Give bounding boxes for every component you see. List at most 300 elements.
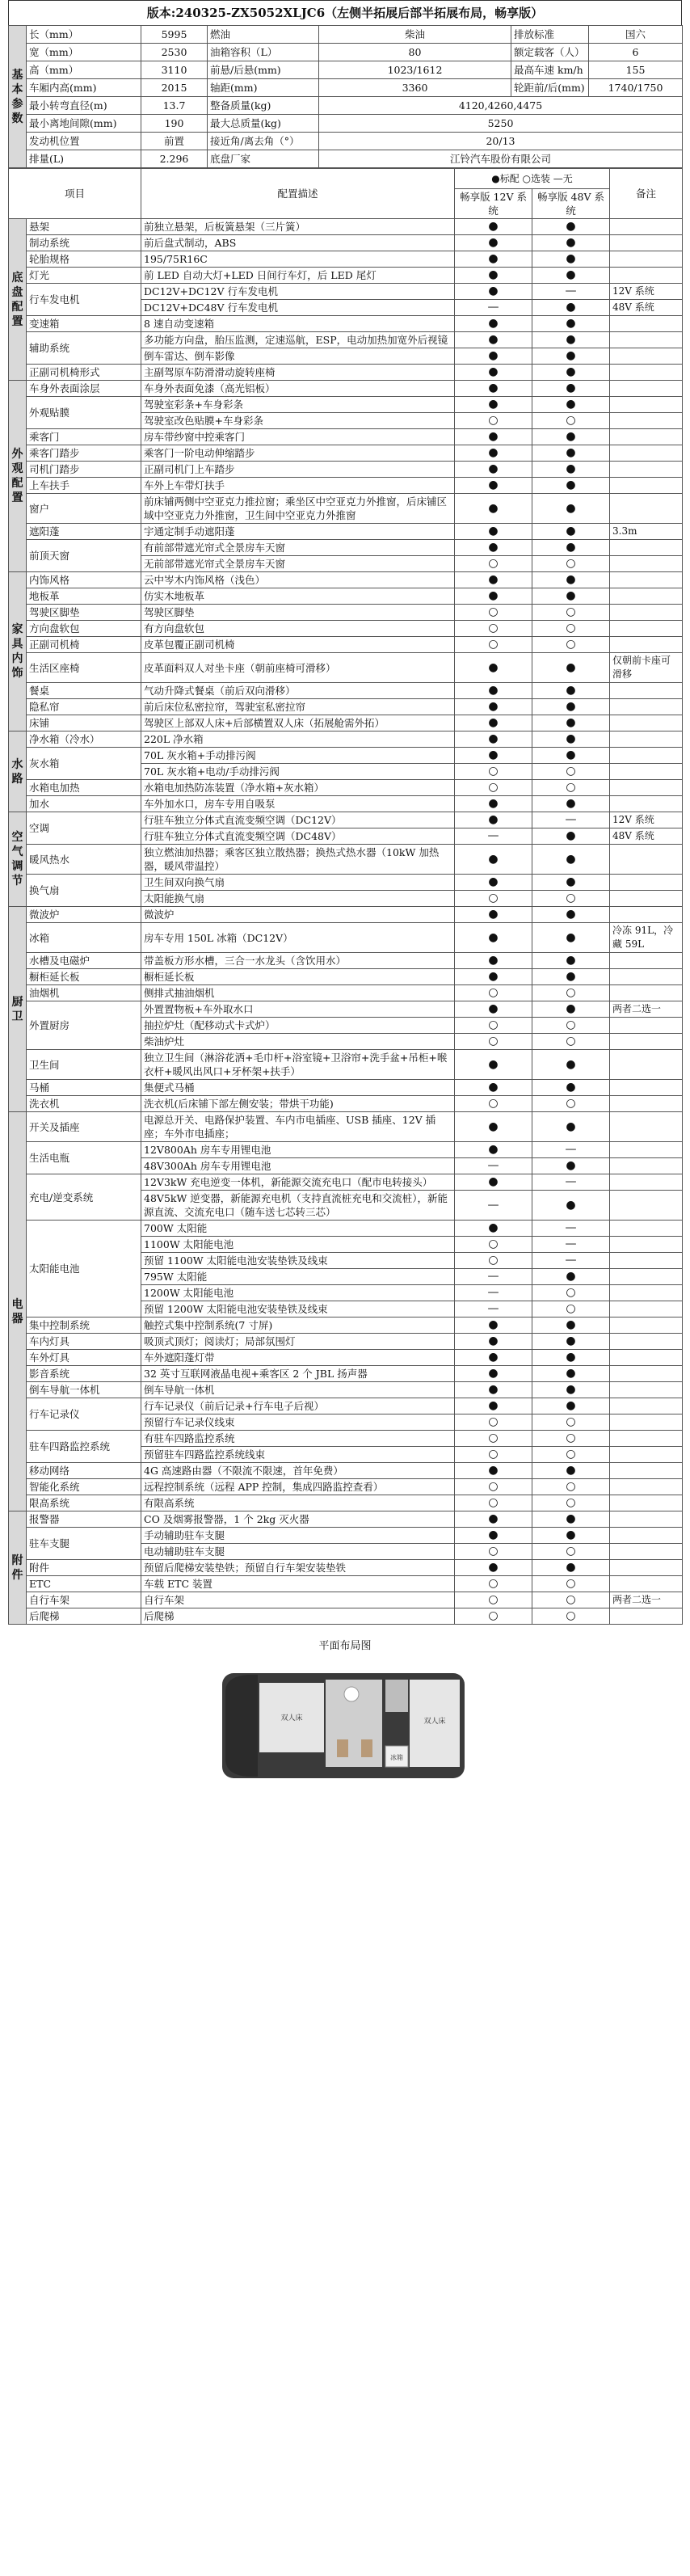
config-12v-mark: ● [455,953,532,969]
config-48v-mark: ○ [532,1285,610,1301]
config-item-name: 净水箱（冷水） [27,731,141,748]
spec-row [9,97,683,115]
config-note [610,1495,683,1511]
config-row [9,524,683,540]
config-12v-mark: ● [455,683,532,699]
config-description: 前独立悬架，后板簧悬架（三片簧） [141,219,455,235]
config-item-name: 灯光 [27,268,141,284]
config-48v-mark: ● [532,494,610,524]
spec-cell: 底盘厂家 [208,150,319,168]
config-48v-mark: ● [532,462,610,478]
config-48v-mark: ○ [532,891,610,907]
config-48v-mark: ○ [532,637,610,653]
config-description: 32 英寸互联网液晶电视+乘客区 2 个 JBL 扬声器 [141,1366,455,1382]
config-note [610,1334,683,1350]
config-item-name: 自行车架 [27,1592,141,1608]
config-item-name: 上车扶手 [27,478,141,494]
config-row [9,953,683,969]
config-48v-mark: ● [532,1463,610,1479]
config-48v-mark: ● [532,715,610,731]
config-description: 700W 太阳能 [141,1221,455,1237]
config-note [610,1431,683,1447]
config-12v-mark: ● [455,812,532,828]
config-12v-mark: ○ [455,413,532,429]
spec-cell: 1740/1750 [589,79,683,97]
config-item-name: 床铺 [27,715,141,731]
config-note [610,1366,683,1382]
config-12v-mark: ● [455,572,532,588]
config-description: 橱柜延长板 [141,969,455,985]
config-item-name: 冰箱 [27,923,141,953]
spec-row [9,79,683,97]
config-48v-mark: ○ [532,1544,610,1560]
config-48v-mark: — [532,1142,610,1158]
spec-cell: 1023/1612 [319,61,511,79]
config-description: 预留驻车四路监控系统线束 [141,1447,455,1463]
config-12v-mark: ● [455,462,532,478]
config-note [610,1301,683,1318]
config-48v-mark: ● [532,268,610,284]
config-12v-mark: ● [455,316,532,332]
config-row [9,748,683,764]
spec-cell: 2.296 [141,150,208,168]
config-12v-mark: ○ [455,764,532,780]
config-48v-mark: ● [532,796,610,812]
config-description: 195/75R16C [141,251,455,268]
config-row [9,907,683,923]
floor-plan-title: 平面布局图 [318,1640,372,1652]
spec-row [9,133,683,150]
config-12v-mark: ● [455,397,532,413]
config-48v-mark: ○ [532,1495,610,1511]
config-row [9,683,683,699]
config-description: 12V800Ah 房车专用锂电池 [141,1142,455,1158]
spec-cell: 2530 [141,44,208,61]
config-note [610,429,683,445]
config-description: 带盖板方形水槽，三合一水龙头（含饮用水） [141,953,455,969]
config-item-name: 轮胎规格 [27,251,141,268]
config-description: 预留 1100W 太阳能电池安装垫铁及线束 [141,1253,455,1269]
config-12v-mark: ● [455,332,532,348]
config-note [610,1398,683,1414]
config-12v-mark: ○ [455,1576,532,1592]
config-item-name: 马桶 [27,1080,141,1096]
config-item-name: 窗户 [27,494,141,524]
config-48v-mark: ● [532,1560,610,1576]
config-row [9,1318,683,1334]
config-note [610,1414,683,1431]
config-description: 正副司机门上车踏步 [141,462,455,478]
config-row [9,316,683,332]
config-12v-mark: ● [455,715,532,731]
config-12v-mark: ● [455,653,532,683]
config-row [9,699,683,715]
config-12v-mark: ● [455,219,532,235]
config-row [9,845,683,875]
config-note [610,1350,683,1366]
config-48v-mark: ○ [532,1034,610,1050]
config-description: DC12V+DC48V 行车发电机 [141,300,455,316]
config-12v-mark: ● [455,1382,532,1398]
config-description: 驾驶室改色贴膜+车身彩条 [141,413,455,429]
spec-cell: 20/13 [319,133,683,150]
config-description: 12V3kW 充电逆变一体机，新能源交流充电口（配市电转接头） [141,1174,455,1191]
config-12v-mark: ● [455,381,532,397]
config-12v-mark: ● [455,845,532,875]
config-item-name: 水槽及电磁炉 [27,953,141,969]
config-row [9,796,683,812]
config-row [9,1560,683,1576]
config-row [9,251,683,268]
config-48v-mark: ● [532,875,610,891]
config-item-name: 换气扇 [27,875,141,907]
config-48v-mark: ● [532,524,610,540]
config-12v-mark: ● [455,348,532,365]
config-note [610,1560,683,1576]
config-row [9,923,683,953]
config-description: 行车记录仪（前后记录+行车电子后视） [141,1398,455,1414]
config-48v-mark: ● [532,219,610,235]
config-48v-mark: ○ [532,780,610,796]
config-48v-mark: ○ [532,1608,610,1625]
config-12v-mark: — [455,1158,532,1174]
spec-row [9,115,683,133]
config-12v-mark: ● [455,540,532,556]
spec-cell: 车厢内高(mm) [27,79,141,97]
config-item-name: 驻车支腿 [27,1528,141,1560]
config-row [9,1608,683,1625]
spec-cell: 5995 [141,26,208,44]
config-48v-mark: ○ [532,985,610,1001]
config-description: 前 LED 自动大灯+LED 日间行车灯，后 LED 尾灯 [141,268,455,284]
config-category: 空气调节 [9,812,27,907]
config-category: 水路 [9,731,27,812]
spec-category: 基本参数 [9,26,27,168]
spec-cell: 国六 [589,26,683,44]
config-description: 太阳能换气扇 [141,891,455,907]
config-note: 48V 系统 [610,300,683,316]
config-item-name: ETC [27,1576,141,1592]
config-row [9,284,683,300]
seat-left [337,1739,348,1757]
configuration-table [8,168,683,1625]
config-description: 车外遮阳蓬灯带 [141,1350,455,1366]
config-note [610,588,683,605]
config-description: 48V5kW 逆变器，新能源充电机（支持直流桩充电和交流桩），新能源直流、交流充电口（随车送七芯转三芯） [141,1191,455,1221]
config-note [610,796,683,812]
config-description: 1100W 太阳能电池 [141,1237,455,1253]
config-12v-mark: ● [455,251,532,268]
config-description: 70L 灰水箱+手动排污阀 [141,748,455,764]
config-row [9,268,683,284]
header-12v: 畅享版 12V 系统 [455,189,532,219]
config-note [610,1018,683,1034]
config-note [610,637,683,653]
seat-right [361,1739,372,1757]
config-48v-mark: — [532,1221,610,1237]
config-48v-mark: ○ [532,1018,610,1034]
spec-cell: 江铃汽车股份有限公司 [319,150,683,168]
config-12v-mark: — [455,1269,532,1285]
config-note [610,251,683,268]
spec-cell: 轮距前/后(mm) [511,79,589,97]
config-note [610,764,683,780]
config-row [9,1174,683,1191]
config-12v-mark: ● [455,284,532,300]
config-48v-mark: ● [532,1158,610,1174]
config-category: 电器 [9,1112,27,1511]
config-48v-mark: ● [532,1366,610,1382]
config-note [610,397,683,413]
config-description: 车外加水口，房车专用自吸泵 [141,796,455,812]
config-note: 3.3m [610,524,683,540]
config-note [610,780,683,796]
spec-cell: 2015 [141,79,208,97]
config-row [9,812,683,828]
config-48v-mark: ○ [532,764,610,780]
config-note [610,1479,683,1495]
config-category: 底盘配置 [9,219,27,381]
config-12v-mark: ○ [455,985,532,1001]
config-48v-mark: ● [532,348,610,365]
config-48v-mark: ○ [532,413,610,429]
config-note [610,731,683,748]
config-description: 有方向盘软包 [141,621,455,637]
config-12v-mark: ● [455,1221,532,1237]
cab-shape [225,1675,258,1777]
config-48v-mark: ● [532,316,610,332]
config-description: 多功能方向盘，胎压监测，定速巡航，ESP，电动加热加宽外后视镜 [141,332,455,348]
spec-cell: 13.7 [141,97,208,115]
header-desc: 配置描述 [141,169,455,219]
config-description: 驾驶室彩条+车身彩条 [141,397,455,413]
config-category: 家具内饰 [9,572,27,731]
config-description: 电动辅助驻车支腿 [141,1544,455,1560]
config-note [610,540,683,556]
spec-row [9,44,683,61]
config-48v-mark: ● [532,1318,610,1334]
config-description: 宇通定制手动遮阳蓬 [141,524,455,540]
config-note [610,572,683,588]
config-12v-mark: ○ [455,780,532,796]
config-12v-mark: ○ [455,605,532,621]
config-12v-mark: — [455,300,532,316]
config-12v-mark: ○ [455,1479,532,1495]
config-description: 前床铺两侧中空亚克力推拉窗；乘坐区中空亚克力外推窗，后床铺区域中空亚克力外推窗，卫生间中空亚克力外推窗 [141,494,455,524]
config-item-name: 报警器 [27,1511,141,1528]
config-item-name: 正副司机椅 [27,637,141,653]
config-row [9,715,683,731]
config-note [610,699,683,715]
config-row [9,1528,683,1544]
spec-cell: 高（mm） [27,61,141,79]
config-row [9,1511,683,1528]
config-note [610,845,683,875]
config-48v-mark: ● [532,845,610,875]
config-item-name: 内饰风格 [27,572,141,588]
config-48v-mark: ● [532,1080,610,1096]
config-12v-mark: ● [455,1560,532,1576]
config-item-name: 前顶天窗 [27,540,141,572]
config-note [610,1528,683,1544]
config-description: 驾驶区上部双人床+后部横置双人床（拓展舱需外拓） [141,715,455,731]
spec-cell: 接近角/离去角（°） [208,133,319,150]
config-description: 8 速自动变速箱 [141,316,455,332]
config-description: 手动辅助驻车支腿 [141,1528,455,1544]
config-note [610,445,683,462]
config-48v-mark: ● [532,1398,610,1414]
config-12v-mark: ● [455,1001,532,1018]
config-12v-mark: ● [455,524,532,540]
config-48v-mark: ● [532,429,610,445]
config-12v-mark: ○ [455,1544,532,1560]
config-item-name: 开关及插座 [27,1112,141,1142]
spec-cell: 排量(L) [27,150,141,168]
config-12v-mark: ● [455,365,532,381]
bathroom [385,1680,408,1712]
config-description: 微波炉 [141,907,455,923]
config-note [610,1511,683,1528]
config-item-name: 制动系统 [27,235,141,251]
config-row [9,381,683,397]
config-12v-mark: ● [455,588,532,605]
spec-cell: 80 [319,44,511,61]
config-category: 附件 [9,1511,27,1625]
spec-cell: 3110 [141,61,208,79]
config-48v-mark: — [532,1253,610,1269]
config-48v-mark: ○ [532,1576,610,1592]
spec-cell: 前悬/后悬(mm) [208,61,319,79]
config-48v-mark: — [532,284,610,300]
config-row [9,1592,683,1608]
config-row [9,1382,683,1398]
config-note [610,1237,683,1253]
config-item-name: 橱柜延长板 [27,969,141,985]
config-row [9,365,683,381]
config-item-name: 车身外表面涂层 [27,381,141,397]
config-48v-mark: ○ [532,1096,610,1112]
config-note [610,683,683,699]
config-row [9,540,683,556]
config-note [610,1318,683,1334]
config-note [610,268,683,284]
config-row [9,875,683,891]
config-row [9,1576,683,1592]
config-48v-mark: ● [532,748,610,764]
sink [344,1687,359,1701]
config-12v-mark: ● [455,478,532,494]
config-item-name: 附件 [27,1560,141,1576]
config-12v-mark: ● [455,235,532,251]
config-row [9,653,683,683]
config-item-name: 充电/逆变系统 [27,1174,141,1221]
config-row [9,235,683,251]
floor-plan-drawing [216,1655,474,1793]
config-item-name: 外置厨房 [27,1001,141,1050]
config-12v-mark: ○ [455,1431,532,1447]
config-12v-mark: ● [455,445,532,462]
config-item-name: 移动网络 [27,1463,141,1479]
config-row [9,445,683,462]
config-item-name: 变速箱 [27,316,141,332]
spec-cell: 额定载客（人） [511,44,589,61]
config-note [610,1112,683,1142]
config-item-name: 餐桌 [27,683,141,699]
config-48v-mark: ○ [532,1414,610,1431]
config-48v-mark: ● [532,572,610,588]
config-item-name: 行车记录仪 [27,1398,141,1431]
config-48v-mark: — [532,812,610,828]
spec-cell: 轴距(mm) [208,79,319,97]
config-48v-mark: ○ [532,1479,610,1495]
config-note [610,605,683,621]
config-item-name: 灰水箱 [27,748,141,780]
config-row [9,494,683,524]
config-12v-mark: ● [455,969,532,985]
config-description: 皮革面料双人对坐卡座（朝前座椅可滑移） [141,653,455,683]
config-description: 云中岑木内饰风格（浅色） [141,572,455,588]
config-category: 厨卫 [9,907,27,1112]
config-item-name: 乘客门 [27,429,141,445]
config-item-name: 空调 [27,812,141,845]
config-item-name: 隐私帘 [27,699,141,715]
config-row [9,462,683,478]
spec-cell: 最大总质量(kg) [208,115,319,133]
config-12v-mark: ● [455,796,532,812]
config-row [9,1334,683,1350]
config-item-name: 倒车导航一体机 [27,1382,141,1398]
config-12v-mark: — [455,1191,532,1221]
config-item-name: 驻车四路监控系统 [27,1431,141,1463]
config-description: 倒车导航一体机 [141,1382,455,1398]
config-item-name: 行车发电机 [27,284,141,316]
config-note [610,1463,683,1479]
basic-parameters-table [8,25,683,168]
config-48v-mark: ● [532,235,610,251]
config-row [9,1366,683,1382]
config-note [610,381,683,397]
config-12v-mark: ● [455,429,532,445]
config-description: 驾驶区脚垫 [141,605,455,621]
spec-row [9,61,683,79]
config-48v-mark: — [532,1237,610,1253]
config-item-name: 微波炉 [27,907,141,923]
spec-cell: 3360 [319,79,511,97]
spec-cell: 4120,4260,4475 [319,97,683,115]
header-item: 项目 [9,169,141,219]
config-12v-mark: ○ [455,637,532,653]
config-row [9,1350,683,1366]
config-12v-mark: ○ [455,891,532,907]
config-48v-mark: ● [532,953,610,969]
config-12v-mark: ● [455,731,532,748]
config-12v-mark: ○ [455,621,532,637]
config-item-name: 生活电瓶 [27,1142,141,1174]
config-description: 车载 ETC 装置 [141,1576,455,1592]
config-48v-mark: ● [532,1382,610,1398]
config-item-name: 外观贴膜 [27,397,141,429]
config-item-name: 水箱电加热 [27,780,141,796]
config-note [610,462,683,478]
config-note [610,1080,683,1096]
config-category: 外观配置 [9,381,27,572]
config-row [9,397,683,413]
config-description: 795W 太阳能 [141,1269,455,1285]
config-12v-mark: ○ [455,1608,532,1625]
config-description: 4G 高速路由器（不限流不限速，首年免费） [141,1463,455,1479]
config-row [9,1112,683,1142]
config-note: 仅朝前卡座可滑移 [610,653,683,683]
